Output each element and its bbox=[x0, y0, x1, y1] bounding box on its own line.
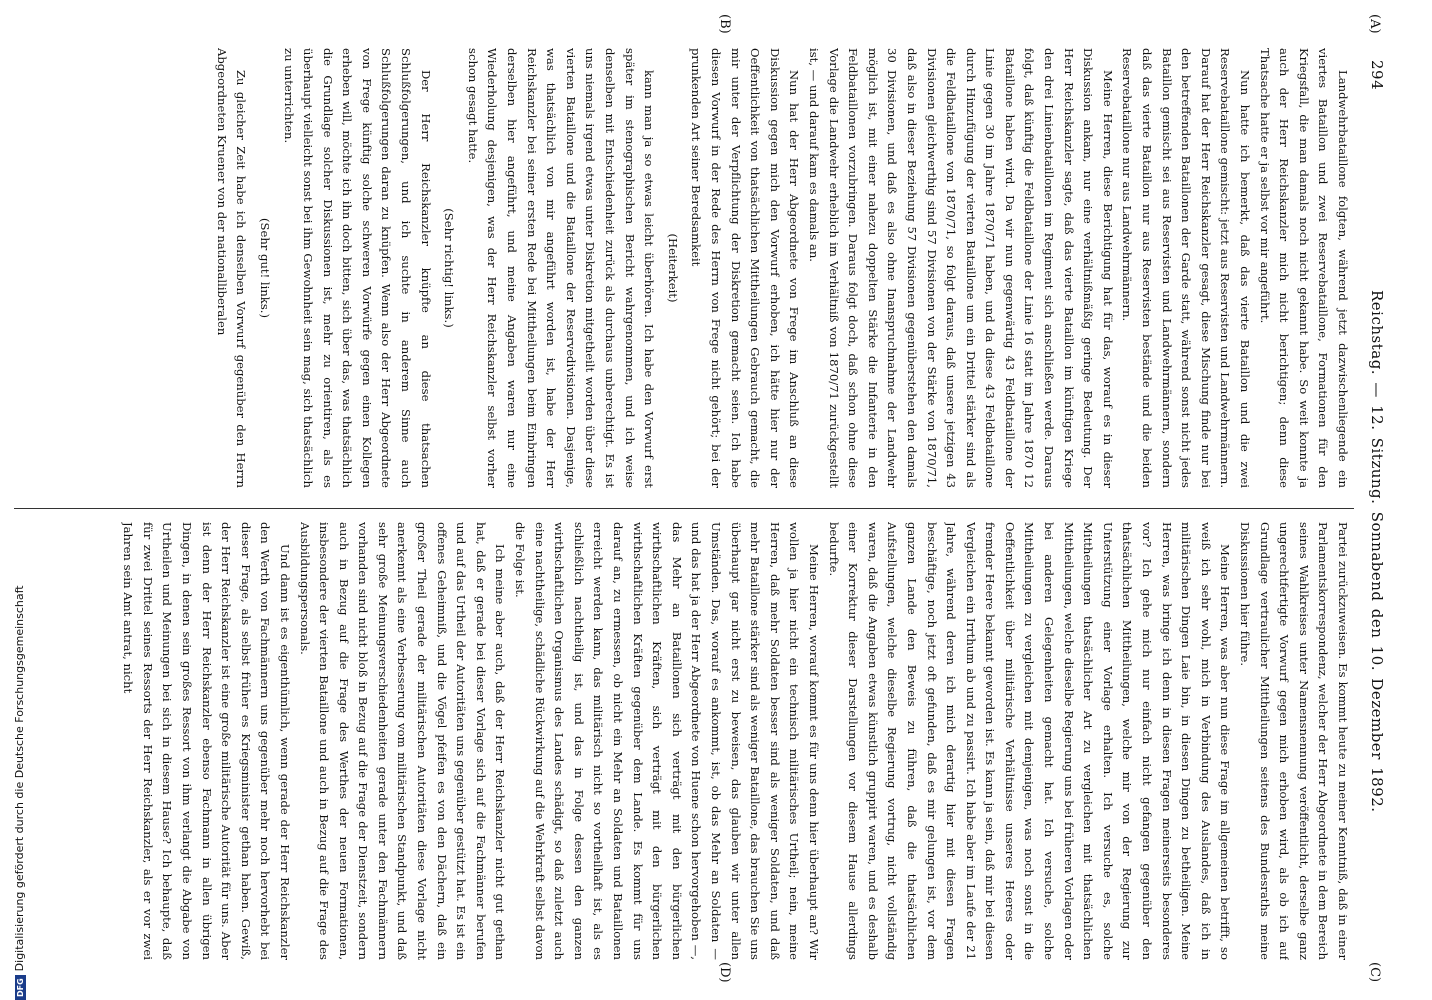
paragraph: Zu gleicher Zeit habe ich denselben Vorwurf gegenüber den Herrn Abgeordneten Kruener von der nationalliberalen bbox=[214, 48, 249, 488]
margin-marker-a: (A) bbox=[1367, 14, 1382, 34]
margin-marker-c: (C) bbox=[1367, 962, 1382, 983]
paragraph: Landwehrbataillone folgten, während jetzt dazwischenliegende ein viertes Bataillon und zwei Reservebataillone, Formationen für den Kriegsfall, die man damals noch nicht gekannt habe. So weit konnte ja auch der Herr Reichskanzler mich nicht berichtigen; denn diese Thatsache hatte er ja selbst vor mir angeführt. bbox=[1257, 48, 1350, 488]
interjection: (Sehr richtig! links.) bbox=[442, 208, 457, 328]
margin-marker-b: (B) bbox=[717, 14, 732, 34]
paragraph: Der Herr Reichskanzler knüpfte an diese thatsachen Schlußfolgerungen, und ich suchte in anderem Sinne auch Schlußfolgerungen daran zu knüpfen. Wenn also der Herr Abgeordnete von Frege künftig solche schweren Vorwürfe gegen einen Kollegen erheben will, möchte ich ihn doch bitten, sich über das, was thatsächlich die Grundlage solcher Diskussionen ist, mehr zu orientiren, als es überhaupt vielleicht sonst bei ihm Gewohnheit sein mag, sich thatsächlich zu unterrichten. bbox=[281, 48, 433, 488]
paragraph: Meine Herren, was aber nun diese Frage im allgemeinen betrifft, so weiß ich sehr wohl, mich in Verbindung des Auslandes, daß ich in militärischen Dingen Laie bin, in diesen Dingen zu betheiligen. Meine Herren, was bringe ich denn in diesen Fragen meinerseits besonderes vor? Ich gehe mich nur einfach nicht gefangen gegenüber den thatsächlichen Mittheilungen, welche mir von der Regierung zur Unterstützung einer Vorlage erhalten. Ich versuche es, solche Mittheilungen thatsächlicher Art zu vergleichen mit thatsächlichen Mittheilungen, welche dieselbe Regierung uns bei früheren Vorlagen oder bei anderen Gelegenheiten gemacht hat. Ich versuche, solche Mittheilungen zu vergleichen mit demjenigen, was noch sonst in die Oeffentlichkeit über militärische Verhältnisse unseres Heeres oder fremder Heere bekannt geworden ist. Es kann ja sein, daß mir bei diesen Vergleichen ein Irrthum ab und zu passirt. Ich habe aber im Laufe der 21 Jahre, während deren ich mich derartig hier mit diesen Fragen beschäftige, noch jetzt oft gefunden, daß es mir gelungen ist, vor dem ganzen Lande den Beweis zu führen, daß die thatsächlichen Aufstellungen, welche dieselbe Regierung vortrug, nicht vollständig waren, daß die Angaben etwas künstlich gruppirt waren, und es deshalb einer Korrektur dieser Darstellungen vor diesem Hause allerdings bedurfte. bbox=[826, 522, 1233, 960]
page-title: Reichstag. — 12. Sitzung. Sonnabend den 10. Dezember 1892. bbox=[1368, 290, 1386, 813]
paragraph: kann man ja so etwas leicht überhören. Ich habe den Vorwurf erst später im stenographischen Bericht wahrgenommen, und ich weise denselben mit Entschiedenheit zurück als durchaus unberechtigt. Es ist uns niemals irgend etwas unter Diskretion mitgetheilt worden über diese vierten Bataillone und die Bataillone der Reservedivisionen. Dasjenige, was thatsächlich von mir angeführt worden ist, habe der Herr Reichskanzler bei seiner ersten Rede bei Mittheilungen beim Einbringen derselben hier angeführt, und meine Angaben waren nur eine Wiederholung desjenigen, was der Herr Reichskanzler selbst vorher schon gesagt hatte. bbox=[465, 48, 657, 488]
paragraph: Nun hatte ich bemerkt, daß das vierte Bataillon und die zwei Reservebataillone gemischt: jetzt aus Reservisten und Landwehrmännern. Darauf hat der Herr Reichskanzler gesagt, diese Mischung finde nur bei den betreffenden Bataillonen der Garde statt, während sonst nicht jedes Bataillon gemischt sei aus Reservisten und Landwehrmännern, sondern daß das vierte Bataillon nur aus Reservisten bestände und die beiden Reservebataillone nur aus Landwehrmännern. bbox=[1120, 48, 1253, 488]
page-number: 294 bbox=[1368, 60, 1386, 91]
paragraph: Und dann ist es eigenthümlich, wenn gerade der Herr Reichskanzler den Werth von Fachmännern uns gegenüber mehr noch hervorhebt bei dieser Frage, als selbst früher es Kriegsminister gethan haben. Gewiß, der Herr Reichskanzler ist eine große militärische Autorität für uns. Aber ist denn der Herr Reichskanzler ebenso Fachmann in allen übrigen Dingen, in denen sein großes Ressort von ihm verlangt die Abgabe von Urtheilen und Meinungen bei sich in diesem Hause? Ich behaupte, daß für zwei Drittel seines Ressorts der Herr Reichskanzler, als er vor zwei Jahren sein Amt antrat, nicht bbox=[121, 522, 292, 960]
digitization-credit: Digitalisierung gefördert durch die Deutsche Forschungsgemeinschaft bbox=[13, 585, 26, 972]
page-header bbox=[1362, 40, 1386, 960]
margin-marker-d: (D) bbox=[717, 962, 732, 983]
paragraph: Ich meine aber auch, daß der Herr Reichskanzler nicht gut gethan hat, daß er gerade bei dieser Vorlage sich auf die Fachmänner berufen und auf das Urtheil der Autoritäten uns gegenüber gestützt hat. Es ist ein offenes Geheimniß, und die Vögel pfeifen es von den Dächern, daß ein großer Theil gerade der militärischen Autoritäten diese Vorlage nicht anerkennt als eine Verbesserung vom militärischen Standpunkt, und daß sehr große Meinungsverschiedenheiten gerade unter den Fachmännern vorhanden sind nicht bloß in Bezug auf die Frage der Dienstzeit, sondern auch in Bezug auf die Frage des Werthes der neuen Formationen, insbesondere der vierten Bataillone und auch in Bezug auf die Frage des Ausbildungspersonals. bbox=[297, 522, 508, 960]
paragraph: Partei zurückzuweisen. Es kommt heute zu meiner Kenntniß, daß in einer Parlamentskorrespondenz, welcher der Herr Abgeordnete in dem Bereich seines Wahlkreises unter Namensnennung veröffentlicht, derselbe ganz ungerechtfertigte Vorwurf gegen mich erhoben wird, als ob ich auf Grundlage vertraulicher Mittheilungen seitens des Bundesraths meine Diskussionen hier führe. bbox=[1238, 522, 1350, 960]
left-text-column bbox=[22, 48, 1352, 488]
paragraph: Nun hat der Herr Abgeordnete von Frege im Anschluß an diese Diskussion gegen mich den Vorwurf erhoben, ich hätte hier nur der Oeffentlichkeit von thatsächlichen Mittheilungen Gebrauch gemacht, die mir unter der Verpflichtung der Diskretion gemacht seien. Ich habe diesen Vorwurf in der Rede des Herrn von Frege nicht gehört; bei der prunkenden Art seiner Beredsamkeit bbox=[689, 48, 802, 488]
column-divider bbox=[14, 508, 1354, 509]
paragraph: Meine Herren, diese Berichtigung hat für das, worauf es in dieser Diskussion ankam, nur eine verhältnißmäßig geringe Bedeutung. Der Herr Reichskanzler sagte, daß das vierte Bataillon im künftigen Kriege den drei Linienbataillonen im Regiment sich anschließen werde. Daraus folgt, daß künftig die Feldbataillone der Linie 16 statt im Jahre 1870 12 Bataillone haben wird. Da wir nun gegenwärtig 43 Feldbataillone der Linie gegen 30 im Jahre 1870/71 haben, und da diese 43 Feldbataillone durch Hinzufügung der vierten Bataillone um ein Drittel stärker sind als die Feldbataillone von 1870/71, so folgt daraus, daß unsere jetzigen 43 Divisionen gleichwerthig sind 57 Divisionen von der Stärke von 1870/71, daß also in dieser Beziehung 57 Divisionen gegenüberstehen den damals 30 Divisionen, und daß es also ohne Inanspruchnahme der Landwehr möglich ist, mit einer nahezu doppelten Stärke die Infanterie in den Feldbataillonen vorzubringen. Daraus folgt doch, daß schon ohne diese Vorlage die Landwehr erheblich im Verhältniß von 1870/71 zurückgestellt ist, — und darauf kam es damals an. bbox=[806, 48, 1115, 488]
interjection: (Heiterkeit) bbox=[665, 233, 680, 303]
footer-credit bbox=[0, 0, 26, 1000]
paragraph: Meine Herren, worauf kommt es für uns denn hier überhaupt an? Wir wollen ja hier nicht ein technisch militärisches Urtheil; nein, meine Herren, daß mehr Soldaten besser sind als weniger Soldaten, und daß mehr Bataillone stärker sind als weniger Bataillone, das brauchen Sie uns überhaupt gar nicht erst zu beweisen, das glauben wir unter allen Umständen. Das, worauf es ankommt, ist, ob das Mehr an Soldaten — und das hat ja der Herr Abgeordnete von Huene schon hervorgehoben —, das Mehr an Bataillonen sich verträgt mit den bürgerlichen wirthschaftlichen Kräften, sich verträgt mit den bürgerlichen wirthschaftlichen Kräften gegenüber dem Lande. Es kommt für uns darauf an, zu ermessen, ob nicht ein Mehr an Soldaten und Bataillonen erreicht werden kann, das militärisch nicht so vortheilhaft ist, als es schließlich nachtheilig ist, und das in Folge dessen den ganzen wirthschaftlichen Organismus des Landes schädigt, so daß zuletzt auch eine nachtheilige, schädliche Rückwirkung auf die Wehrkraft selbst davon die Folge ist. bbox=[513, 522, 821, 960]
dfg-logo: DFG bbox=[15, 975, 26, 1000]
right-text-column bbox=[22, 522, 1352, 960]
interjection: (Sehr gut! links.) bbox=[257, 218, 272, 318]
